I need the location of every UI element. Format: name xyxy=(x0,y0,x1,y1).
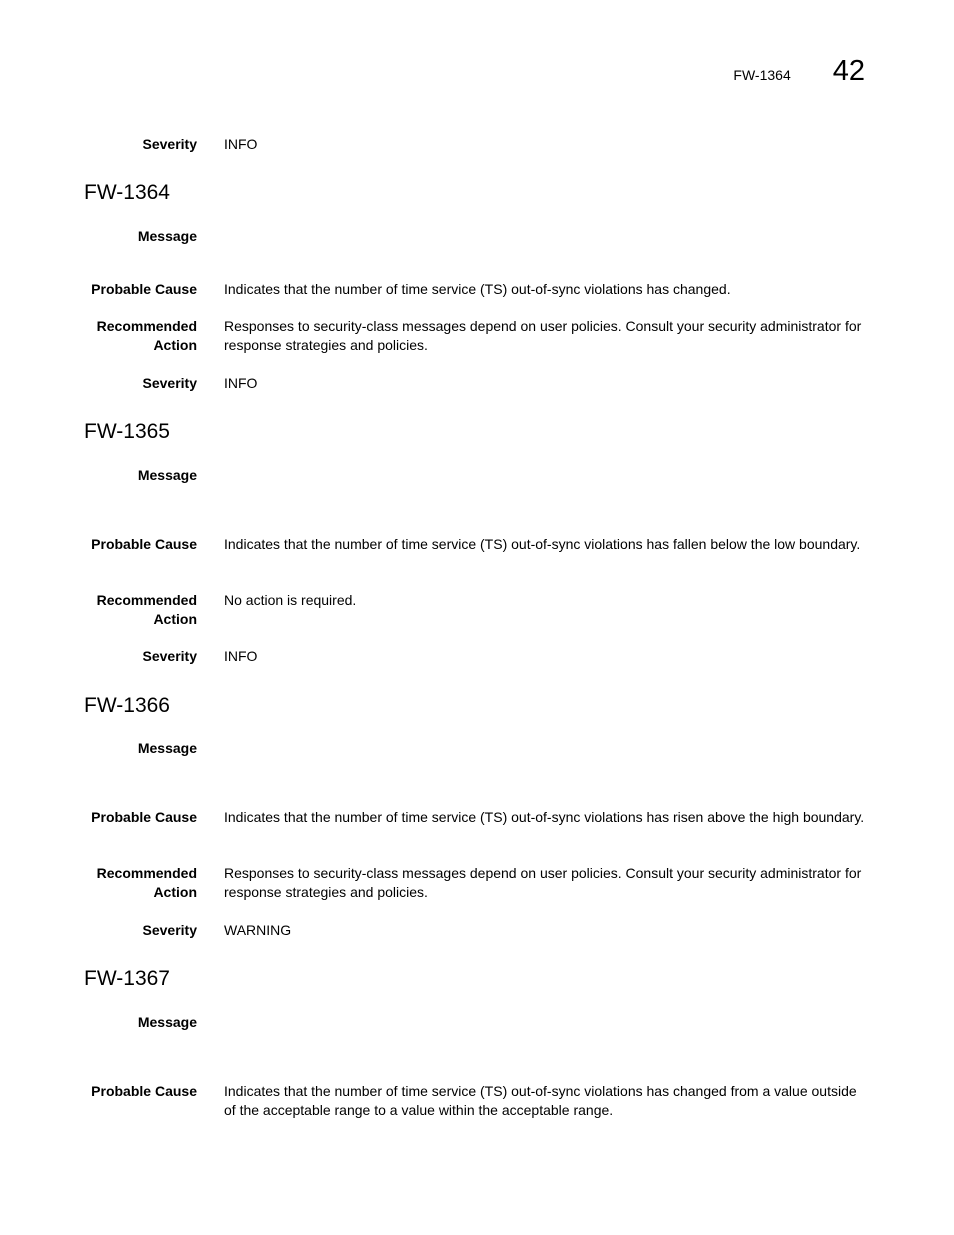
probable-cause-label: Probable Cause xyxy=(91,281,197,297)
probable-cause-label: Probable Cause xyxy=(91,536,197,552)
severity-label: Severity xyxy=(142,136,197,152)
severity-value: INFO xyxy=(224,136,258,152)
message-label: Message xyxy=(137,228,197,244)
running-head-reference: FW-1364 xyxy=(733,67,791,83)
probable-cause-value: Indicates that the number of time service (TS) out-of-sync violations has risen above the high boundary. xyxy=(224,809,865,825)
recommended-action-value: Responses to security-class messages depend on user policies. Consult your security administrator for response strategies and policies. xyxy=(224,865,862,900)
probable-cause-label: Probable Cause xyxy=(91,1083,197,1099)
probable-cause-value: Indicates that the number of time service (TS) out-of-sync violations has fallen below the low boundary. xyxy=(224,536,861,552)
entry-heading: FW-1364 xyxy=(84,181,170,204)
chapter-number: 42 xyxy=(832,55,865,87)
severity-label: Severity xyxy=(142,375,197,391)
probable-cause-label: Probable Cause xyxy=(91,809,197,825)
severity-label: Severity xyxy=(142,922,197,938)
recommended-action-label: Recommended Action xyxy=(96,592,197,627)
recommended-action-label: Recommended Action xyxy=(96,865,197,900)
severity-value: INFO xyxy=(224,648,258,664)
entry-heading: FW-1367 xyxy=(84,967,170,990)
running-head xyxy=(733,56,865,86)
entry-heading: FW-1365 xyxy=(84,420,170,443)
probable-cause-value: Indicates that the number of time service (TS) out-of-sync violations has changed. xyxy=(224,281,731,297)
entry-heading: FW-1366 xyxy=(84,694,170,717)
recommended-action-label: Recommended Action xyxy=(96,318,197,353)
severity-value: INFO xyxy=(224,375,258,391)
recommended-action-value: Responses to security-class messages depend on user policies. Consult your security administrator for response strategies and policies. xyxy=(224,318,862,353)
message-label: Message xyxy=(137,740,197,756)
probable-cause-value: Indicates that the number of time service (TS) out-of-sync violations has changed from a value outside of the acceptable range to a value within the acceptable range. xyxy=(224,1083,857,1118)
message-label: Message xyxy=(137,1014,197,1030)
severity-value: WARNING xyxy=(224,922,292,938)
severity-label: Severity xyxy=(142,648,197,664)
recommended-action-value: No action is required. xyxy=(224,592,357,608)
message-label: Message xyxy=(137,467,197,483)
